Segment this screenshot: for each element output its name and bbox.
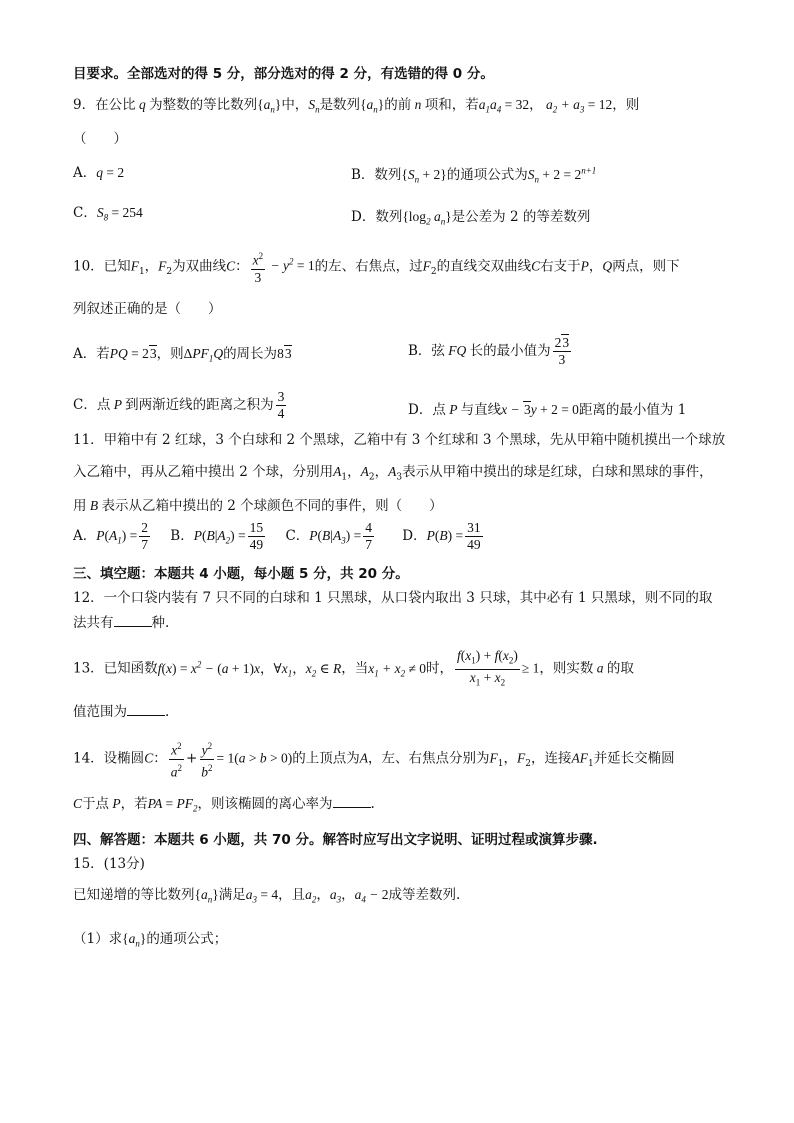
question-9-option-d: D．数列{$\log_2$ $a_n$}是公差为 2 的等差数列 bbox=[351, 209, 591, 227]
question-11-options: A．$P(A_1)$ = $\frac{2}{7}$ B．$P(B|A_2)$ = $\frac{15}{49}$ C．$P(B|A_3)$ = $\frac{4}{7}$ D．P(B) = $\frac{31}{49}$ bbox=[73, 520, 481, 552]
question-14-line2: C于点 P，若PA = $PF_2$，则该椭圆的离心率为 . bbox=[73, 796, 375, 814]
section-intro: 目要求。全部选对的得 5 分，部分选对的得 2 分，有选错的得 0 分。 bbox=[73, 66, 494, 82]
question-9-paren: （ ） bbox=[73, 131, 127, 147]
question-13-line2: 值范围为 . bbox=[73, 704, 170, 720]
question-13-stem: 13．已知函数$f(x) = x^2 - (a + 1)x$，$\forall x_1$，$x_2$ ∈ R，当$x_1 + x_2 \ne 0$时， $\frac{f(x_1) + f(x_2)}{x_1 + x_2}$ ≥ 1，则实数 a 的取 bbox=[73, 648, 634, 688]
question-10-option-b: B．弦 FQ 长的最小值为 $\frac{23}{3}$ bbox=[408, 335, 570, 367]
question-10-option-a: A．若PQ = 23，则$\Delta PF_1Q$的周长为83 bbox=[73, 346, 292, 364]
section-4-heading: 四、解答题：本题共 6 小题，共 70 分。解答时应写出文字说明、证明过程或演算步骤. bbox=[73, 832, 598, 848]
question-15-header: 15．(13分) bbox=[73, 856, 145, 872]
question-11-line1: 11．甲箱中有 2 红球，3 个白球和 2 个黑球，乙箱中有 3 个红球和 3 个黑球，先从甲箱中随机摸出一个球放 bbox=[73, 432, 726, 448]
answer-blank[interactable] bbox=[114, 616, 152, 627]
question-14-stem: 14．设椭圆C： $\frac{x^2}{a^2}$ + $\frac{y^2}{b^2}$ = 1(a > b > 0)的上顶点为A，左、右焦点分别为$F_1$，$F_2$，连接$AF_1$并延长交椭圆 bbox=[73, 738, 675, 780]
question-10-option-c: C．点 P 到两渐近线的距离之积为 $\frac{3}{4}$ bbox=[73, 389, 285, 421]
question-12-line1: 12．一个口袋内装有 7 只不同的白球和 1 只黑球，从口袋内取出 3 只球，其中必有 1 只黑球，则不同的取 bbox=[73, 590, 713, 606]
question-11-line2: 入乙箱中，再从乙箱中摸出 2 个球，分别用$A_1$，$A_2$，$A_3$表示从甲箱中摸出的球是红球，白球和黑球的事件， bbox=[73, 464, 713, 483]
question-10-option-d: D．点 P 与直线x − 3y + 2 = 0距离的最小值为 1 bbox=[408, 402, 687, 418]
section-3-heading: 三、填空题：本题共 4 小题，每小题 5 分，共 20 分。 bbox=[73, 566, 409, 582]
question-15-stem: 已知递增的等比数列$\{a_n\}$满足$a_3 = 4$，且$a_2$，$a_3$，$a_4 - 2$成等差数列. bbox=[73, 887, 461, 905]
question-9-option-c: C．$S_8 = 254$ bbox=[73, 205, 143, 223]
question-9-option-a: A．q = 2 bbox=[73, 165, 125, 181]
question-10-line2: 列叙述正确的是（ ） bbox=[73, 301, 222, 317]
question-10-stem: 10．已知$F_1$，$F_2$为双曲线C： $\frac{x^2}{3}$ − $y^2 = 1$的左、右焦点，过$F_2$的直线交双曲线C右支于P，Q两点，则下 bbox=[73, 248, 680, 286]
question-15-part-1: （1）求$\{a_n\}$的通项公式； bbox=[73, 931, 228, 949]
question-9-stem: 9．在公比 q 为整数的等比数列$\{a_n\}$中，$S_n$是数列$\{a_n\}$的前 n 项和，若$a_1a_4 = 32$， $a_2 + a_3 = 12$，则 bbox=[73, 97, 640, 115]
question-12-line2: 法共有 种. bbox=[73, 615, 170, 631]
answer-blank[interactable] bbox=[127, 705, 165, 716]
question-9-option-b: B．数列$\{S_n + 2\}$的通项公式为$S_n + 2 = 2^{n+1}$ bbox=[351, 165, 597, 185]
answer-blank[interactable] bbox=[333, 797, 371, 808]
question-11-line3: 用 B 表示从乙箱中摸出的 2 个球颜色不同的事件，则（ ） bbox=[73, 498, 443, 514]
